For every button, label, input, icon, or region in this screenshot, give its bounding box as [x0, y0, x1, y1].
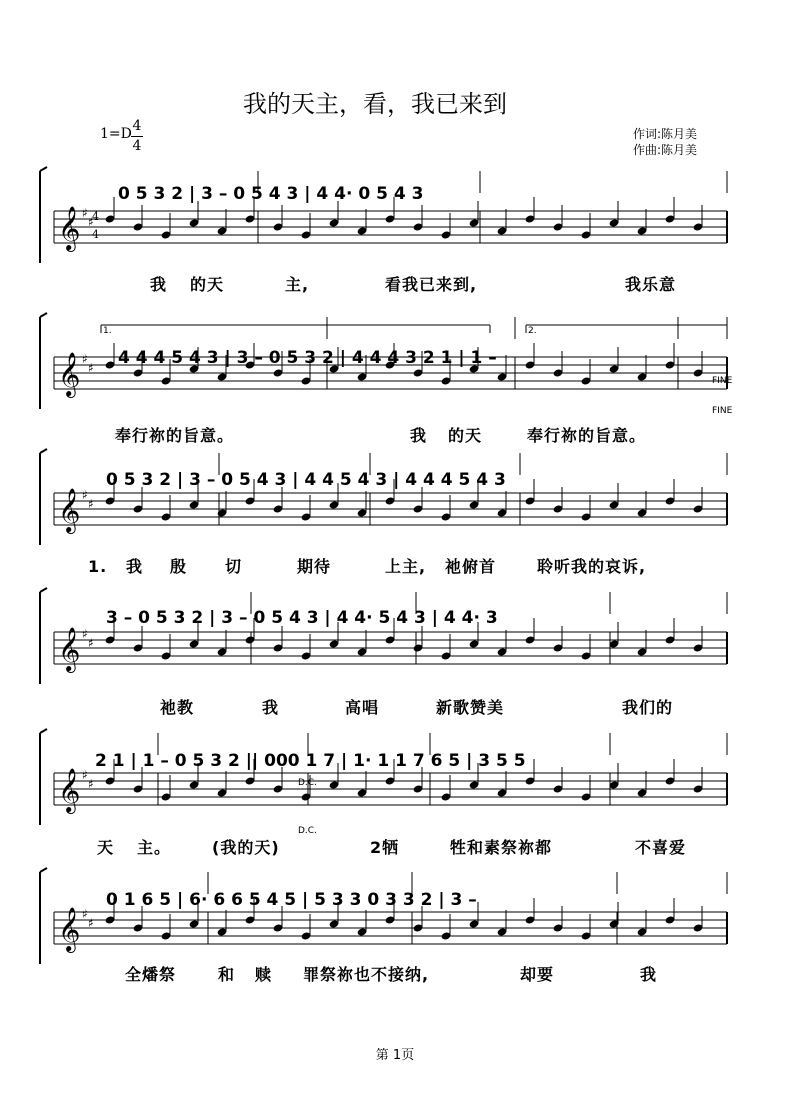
system-1-lyric-4: 看我已来到,: [385, 275, 478, 294]
system-5-numbers: 2 1 | 1 – 0 5 3 2 || 000 1 7 | 1· 1 1 7 6 5 | 3 5 5: [95, 751, 526, 771]
system-6-lyric-4: 罪祭祢也不接纳,: [303, 965, 430, 984]
system-3-lyric-3: 殷: [170, 557, 188, 576]
system-6-numbers: 0 1 6 5 | 6· 6 6 5 4 5 | 5 3 3 0 3 3 2 | 3 –: [106, 890, 477, 910]
key-signature: 1=D: [100, 126, 132, 142]
system-2-lyric-4: 奉行祢的旨意。: [527, 426, 647, 445]
system-6-lyric-3: 赎: [255, 965, 273, 984]
system-3-lyric-7: 祂俯首: [445, 557, 497, 576]
system-4-lyric-3: 高唱: [345, 698, 380, 717]
system-bracket-cap: [40, 167, 47, 171]
system-4-lyric-5: 我们的: [622, 698, 674, 717]
sharp-icon: ♯: [82, 907, 88, 921]
system-bracket-cap: [40, 313, 47, 317]
system-3-numbers: 0 5 3 2 | 3 – 0 5 4 3 | 4 4 5 4 3 | 4 4 4 5 4 3: [106, 470, 506, 490]
system-6-lyric-5: 却要: [520, 965, 555, 984]
time-signature-bottom: 4: [132, 138, 142, 154]
system-bracket-cap: [40, 868, 47, 872]
sharp-icon: ♯: [88, 916, 94, 930]
sharp-icon: ♯: [82, 488, 88, 502]
system-1-numbers: 0 5 3 2 | 3 – 0 5 4 3 | 4 4· 0 5 4 3: [118, 184, 424, 204]
sharp-icon: ♯: [88, 361, 94, 375]
system-3-lyric-8: 聆听我的哀诉,: [537, 557, 647, 576]
system-3-lyric-1: 1.: [88, 557, 108, 576]
system-5-lyric-1: 天: [97, 838, 115, 857]
treble-clef-icon: 𝄞: [58, 352, 81, 396]
staff-time-top: 4: [92, 210, 99, 223]
sharp-icon: ♯: [88, 636, 94, 650]
lyricist: 作词:陈月美: [633, 127, 698, 141]
system-1-lyric-5: 我乐意: [625, 275, 677, 294]
fine-mark-upper: FINE: [712, 376, 733, 386]
sharp-icon: ♯: [88, 215, 94, 229]
system-3-lyric-6: 上主,: [385, 557, 427, 576]
system-3-lyric-5: 期待: [297, 557, 332, 576]
treble-clef-icon: 𝄞: [58, 907, 81, 951]
system-1-lyric-3: 主,: [285, 275, 310, 294]
page-footer: 第 1页: [375, 1048, 415, 1063]
system-5-lyric-3: (我的天): [212, 838, 280, 857]
system-5-lyric-4: 2牺: [370, 838, 400, 857]
system-3-lyric-4: 切: [225, 557, 243, 576]
volta-2-label: 2.: [528, 326, 537, 336]
system-1-lyric-1: 我: [150, 275, 168, 294]
system-5-lyric-5: 牲和素祭祢都: [450, 838, 553, 857]
system-4-numbers: 3 – 0 5 3 2 | 3 – 0 5 4 3 | 4 4· 5 4 3 | 4 4· 3: [106, 608, 498, 628]
system-2-lyric-1: 奉行祢的旨意。: [115, 426, 235, 445]
system-bracket-cap: [40, 588, 47, 592]
sharp-icon: ♯: [82, 352, 88, 366]
composer: 作曲:陈月美: [633, 143, 698, 157]
system-4-lyric-1: 祂教: [160, 698, 195, 717]
system-2-numbers: 4 4 4 5 4 3 | 3 – 0 5 3 2 | 4 4 4 3 2 1 | 1 –: [118, 348, 497, 368]
treble-clef-icon: 𝄞: [58, 488, 81, 532]
system-4-lyric-2: 我: [262, 698, 280, 717]
system-6-lyric-2: 和: [218, 965, 236, 984]
treble-clef-icon: 𝄞: [58, 768, 81, 812]
sharp-icon: ♯: [82, 206, 88, 220]
volta-1-label: 1.: [103, 326, 112, 336]
staff-time-bottom: 4: [92, 228, 99, 241]
system-bracket-cap: [40, 449, 47, 453]
treble-clef-icon: 𝄞: [58, 206, 81, 250]
system-1-lyric-2: 的天: [190, 275, 225, 294]
song-title: 我的天主，看，我已来到: [243, 90, 507, 118]
system-2-lyric-3: 的天: [448, 426, 483, 445]
system-6-lyric-1: 全燔祭: [125, 965, 177, 984]
system-2-lyric-2: 我: [410, 426, 428, 445]
system-bracket-cap: [40, 729, 47, 733]
dc-mark-upper: D.C.: [298, 778, 317, 788]
sharp-icon: ♯: [88, 777, 94, 791]
sharp-icon: ♯: [82, 768, 88, 782]
sharp-icon: ♯: [88, 497, 94, 511]
time-signature-top: 4: [132, 118, 142, 134]
system-6-lyric-6: 我: [640, 965, 658, 984]
system-4-lyric-4: 新歌赞美: [436, 698, 505, 717]
fine-mark-lower: FINE: [712, 406, 733, 416]
treble-clef-icon: 𝄞: [58, 627, 81, 671]
dc-mark-lower: D.C.: [298, 826, 317, 836]
system-5-lyric-6: 不喜爱: [635, 838, 687, 857]
system-3-lyric-2: 我: [126, 557, 144, 576]
sharp-icon: ♯: [82, 627, 88, 641]
system-5-lyric-2: 主。: [137, 838, 172, 857]
notation-text-layer: [88, 184, 733, 984]
